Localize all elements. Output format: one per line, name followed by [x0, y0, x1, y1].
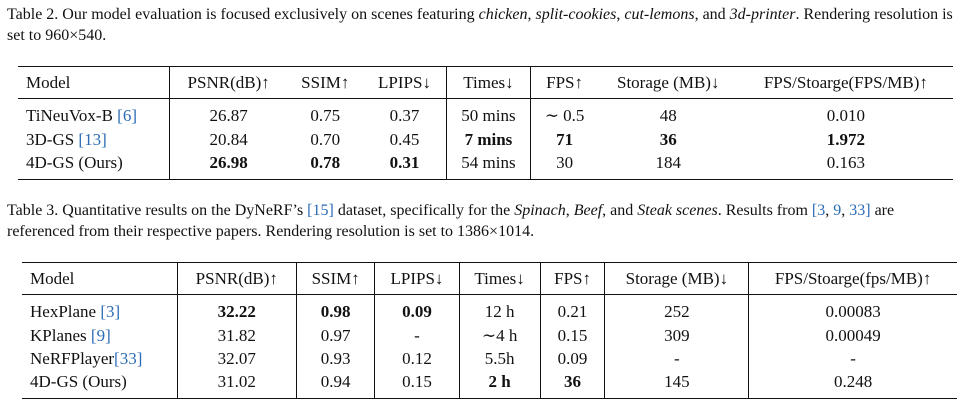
value-cell: 2 h — [459, 370, 540, 399]
caption-text: , — [841, 202, 850, 219]
value-cell: 50 mins — [446, 99, 531, 129]
header-cell: SSIM↑ — [301, 72, 350, 92]
caption-text: chicken — [478, 6, 528, 23]
table-row — [22, 370, 957, 399]
table-header-row — [22, 263, 957, 295]
table-row — [18, 128, 953, 151]
caption-text: Beef — [573, 202, 603, 219]
value-cell: 0.93 — [296, 347, 374, 370]
value-cell: 0.98 — [296, 295, 374, 325]
value-cell: 36 — [540, 370, 605, 399]
caption-text: Steak scenes — [637, 202, 718, 219]
model-name: 3D-GS — [26, 129, 79, 149]
value-cell: 0.09 — [375, 295, 459, 325]
citation-link[interactable]: [6] — [117, 106, 137, 125]
caption-text: 3d-printer — [729, 6, 796, 23]
value-cell: 0.248 — [833, 371, 873, 391]
header-cell: FPS↑ — [546, 72, 583, 92]
caption-text: are referenced from their respective papers. Rendering resolution is set to 1386×1014. — [7, 202, 895, 240]
value-cell: 0.010 — [826, 106, 865, 125]
value-cell: 0.78 — [310, 152, 341, 172]
table-row — [18, 99, 953, 129]
header-cell: Storage (MB)↓ — [617, 72, 720, 92]
value-cell: 31.02 — [177, 370, 296, 399]
value-cell: 12 h — [459, 295, 540, 325]
citation-link[interactable]: [9] — [90, 325, 111, 345]
value-cell: 1.972 — [826, 129, 865, 149]
value-cell: 0.163 — [826, 152, 865, 172]
value-cell: 0.75 — [310, 106, 341, 125]
value-cell: 184 — [655, 152, 681, 172]
value-cell: 32.22 — [177, 295, 296, 325]
caption-text: , — [527, 6, 536, 23]
value-cell: 0.00049 — [825, 325, 881, 345]
value-cell: 30 — [556, 152, 574, 172]
caption-text: . Results from — [717, 202, 812, 219]
value-cell: 0.15 — [375, 370, 459, 399]
caption-text: , — [825, 202, 834, 219]
citation-link[interactable]: [13] — [78, 129, 107, 149]
header-cell: LPIPS↓ — [363, 67, 446, 99]
model-cell — [18, 99, 170, 129]
model-name: KPlanes — [30, 325, 91, 345]
value-cell: 0.37 — [363, 99, 446, 129]
model-cell — [22, 347, 177, 370]
value-cell: 71 — [556, 129, 574, 149]
caption-text: dataset, specifically for the — [333, 202, 515, 219]
caption-text: , and — [602, 202, 638, 219]
citation-link[interactable]: [15] — [307, 202, 334, 219]
value-cell: 0.15 — [540, 324, 605, 347]
caption-text: Spinach — [514, 202, 566, 219]
caption-text: , — [616, 6, 625, 23]
value-cell: 0.09 — [540, 347, 605, 370]
value-cell: 0.45 — [363, 128, 446, 151]
value-cell: 309 — [605, 324, 749, 347]
model-cell — [18, 128, 170, 151]
value-cell: 0.94 — [296, 370, 374, 399]
header-cell: SSIM↑ — [296, 263, 374, 295]
caption-text: . Rendering resolution is set to 960×540. — [7, 6, 953, 44]
value-cell: 0.31 — [363, 151, 446, 180]
value-cell: ∼ 0.5 — [544, 106, 585, 125]
value-cell: 26.87 — [209, 106, 248, 125]
value-cell: 0.70 — [310, 129, 341, 149]
value-cell: 26.98 — [209, 152, 248, 172]
value-cell: - — [375, 324, 459, 347]
table-row — [22, 324, 957, 347]
value-cell: - — [850, 348, 856, 368]
value-cell: 31.82 — [177, 324, 296, 347]
caption-text: split-cookies — [535, 6, 617, 23]
caption-text: , — [565, 202, 574, 219]
model-cell — [22, 295, 177, 325]
value-cell: 32.07 — [177, 347, 296, 370]
model-name: 4D-GS (Ours) — [30, 371, 127, 391]
header-cell: FPS/Stoarge(FPS/MB)↑ — [763, 72, 928, 92]
citation-link[interactable]: 9 — [833, 202, 842, 219]
table-header-row — [18, 67, 953, 99]
model-cell — [22, 370, 177, 399]
header-cell: LPIPS↓ — [375, 263, 459, 295]
header-cell: FPS/Stoarge(fps/MB)↑ — [774, 268, 932, 288]
value-cell: 54 mins — [446, 151, 531, 180]
value-cell: 0.97 — [296, 324, 374, 347]
caption-text: , and — [694, 6, 730, 23]
table-2 — [18, 66, 953, 180]
citation-link[interactable]: [3 — [811, 202, 826, 219]
table-row — [22, 347, 957, 370]
value-cell: 48 — [659, 106, 677, 125]
value-cell: 5.5h — [459, 347, 540, 370]
value-cell: 252 — [605, 295, 749, 325]
header-cell: Model — [18, 67, 170, 99]
value-cell: 0.00083 — [825, 302, 881, 321]
header-cell: PSNR(dB)↑ — [177, 263, 296, 295]
table-row — [18, 151, 953, 180]
model-name: 4D-GS (Ours) — [26, 152, 123, 172]
header-cell: PSNR(dB)↑ — [187, 72, 270, 92]
table-2-caption — [7, 4, 962, 46]
value-cell: - — [605, 347, 749, 370]
model-cell — [18, 151, 170, 180]
value-cell: 0.21 — [540, 295, 605, 325]
header-cell: Times↓ — [446, 67, 531, 99]
model-name: TiNeuVox-B — [26, 106, 118, 125]
header-cell: Times↓ — [459, 263, 540, 295]
caption-text: cut-lemons — [624, 6, 695, 23]
header-cell: FPS↑ — [540, 263, 605, 295]
citation-link[interactable]: [33] — [114, 348, 143, 368]
table-3-caption — [7, 200, 962, 242]
model-cell — [22, 324, 177, 347]
value-cell: ∼4 h — [459, 324, 540, 347]
citation-link[interactable]: 33] — [849, 202, 871, 219]
value-cell: 0.12 — [375, 347, 459, 370]
caption-text: Table 3. Quantitative results on the DyNeRF’s — [7, 202, 308, 219]
caption-text: Table 2. Our model evaluation is focused exclusively on scenes featuring — [7, 6, 479, 23]
citation-link[interactable]: [3] — [100, 302, 121, 321]
value-cell: 20.84 — [209, 129, 248, 149]
model-name: HexPlane — [30, 302, 101, 321]
header-cell: Storage (MB)↓ — [605, 263, 749, 295]
header-cell: Model — [22, 263, 177, 295]
table-3 — [22, 262, 957, 399]
table-row — [22, 295, 957, 325]
value-cell: 7 mins — [446, 128, 531, 151]
value-cell: 36 — [659, 129, 677, 149]
model-name: NeRFPlayer — [30, 348, 115, 368]
value-cell: 145 — [605, 370, 749, 399]
